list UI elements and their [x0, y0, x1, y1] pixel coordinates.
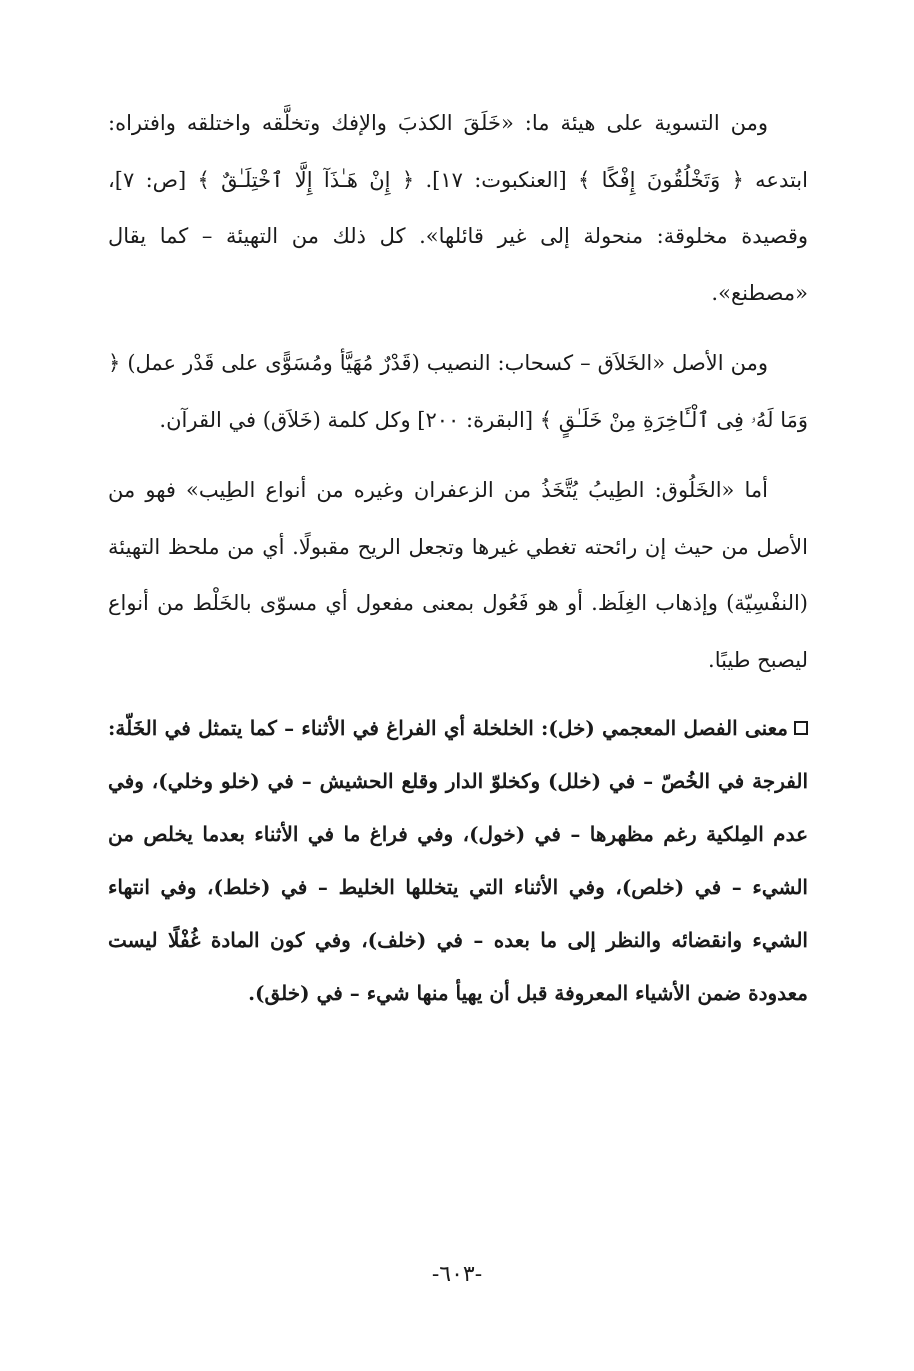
square-outline-icon [794, 721, 808, 735]
paragraph-2: ومن الأصل «الخَلاَق – كسحاب: النصيب (قَدْرٌ مُهَيَّأ ومُسَوًّى على قَدْر عمل) ﴿ وَمَا لَهُۥ فِى ٱلْـَٔاخِرَةِ مِنْ خَلَـٰقٍ ﴾ [البقرة: ٢٠٠] وكل كلمة (خَلاَق) في القرآن. [108, 351, 808, 432]
lexical-section-text: معنى الفصل المعجمي (خل): الخلخلة أي الفراغ في الأثناء – كما يتمثل في الخَلّة: الفرجة في الخُصّ – في (خلل) وكخلوّ الدار وقلع الحشيش – في (خلو وخلي)، وفي عدم المِلكية رغم مظهرها – في (خول)، وفي فراغ ما في الأثناء بعدما يخلص من الشيء – في (خلص)، وفي الأثناء التي يتخللها الخليط – في (خلط)، وفي انتهاء الشيء وانقضائه والنظر إلى ما بعده – في (خلف)، وفي كون المادة غُفْلًا ليست معدودة ضمن الأشياء المعروفة قبل أن يهيأ منها شيء – في (خلق). [108, 716, 808, 1005]
paragraph-1: ومن التسوية على هيئة ما: «خَلَقَ الكذبَ والإفك وتخلَّقه واختلقه وافتراه: ابتدعه ﴿ وَتَخْلُقُونَ إِفْكًا ﴾ [العنكبوت: ١٧]. ﴿ إِنْ هَـٰذَآ إِلَّا ٱخْتِلَـٰقٌ ﴾ [ص: ٧]، وقصيدة مخلوقة: منحولة إلى غير قائلها». كل ذلك من التهيئة – كما يقال «مصطنع». [108, 111, 808, 305]
paragraph-3: أما «الخَلُوق: الطِيبُ يُتَّخَذُ من الزعفران وغيره من أنواع الطِيب» فهو من الأصل من حيث إن رائحته تغطي غيرها وتجعل الريح مقبولًا. أي من ملحظ التهيئة (النفْسِيّة) وإذهاب الغِلَظ. أو هو فَعُول بمعنى مفعول أي مسوّى بالخَلْط من أنواع ليصبح طيبًا. [108, 478, 808, 672]
page-number: -٦٠٣- [431, 1262, 483, 1287]
page-body [108, 95, 808, 1020]
lexical-section-paragraph [108, 702, 808, 1020]
